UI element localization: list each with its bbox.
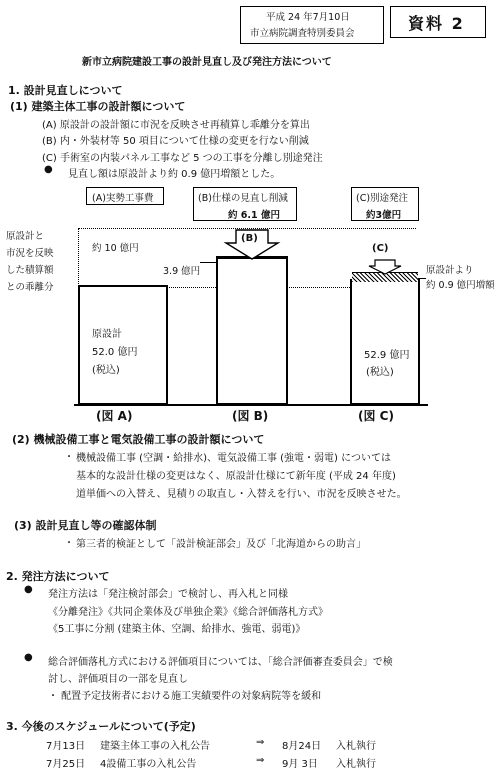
section2-b2: 総合評価落札方式における評価項目については、「総合評価審査委員会」で検 [48,657,393,668]
sub1-item-b: (B) 内・外装材等 50 項目について仕様の変更を行ない削減 [42,136,309,147]
right-note-2: 約 0.9 億円増額 [426,280,495,291]
left-note-4: との乖離分 [6,282,54,293]
col-b-label1: (B)仕様の見直し削減 [198,193,288,204]
col-b-label2: 約 6.1 億円 [228,210,280,221]
section2-b1-l3: 《5工事に分割 (建築主体、空調、給排水、強電、弱電)》 [48,624,306,635]
schedule-row-2-item2: 入札執行 [336,759,376,770]
sub2-line2: 基本的な設計仕様の変更はなく、原設計仕様にて新年度 (平成 24 年度) [76,471,396,482]
section2-heading: 2. 発注方法について [6,570,110,583]
schedule-row-1-item2: 入札執行 [336,741,376,752]
sub3-dot: ・ [64,538,74,549]
gap-tick-line [200,262,216,263]
schedule-row-2-item: 4設備工事の入札公告 [100,759,197,770]
schedule-row-2-date: 7月25日 [46,759,86,770]
bullet-icon: ● [44,164,53,175]
left-note-1: 原設計と [6,231,45,242]
figure-baseline [74,404,428,406]
section1-heading: 1. 設計見直しについて [8,84,123,97]
header-committee: 市立病院調査特別委員会 [250,28,355,39]
bar-b [216,256,288,405]
schedule-row-1-date: 7月13日 [46,741,86,752]
bar-a-line1: 原設計 [92,329,122,340]
sub2-line1: 機械設備工事 (空調・給排水)、電気設備工事 (強電・弱電) については [76,453,391,464]
left-note-3: した積算額 [6,265,54,276]
sub1-item-c: (C) 手術室の内装パネル工事など 5 つの工事を分離し別途発注 [42,153,323,164]
bar-b-marker: (B) [241,233,258,244]
bar-a-line3: (税込) [92,365,120,376]
col-c-label1: (C)別途発注 [356,193,409,204]
bar-c-line2: (税込) [366,367,394,378]
col-a-label: (A)実勢工事費 [92,193,154,204]
col-c-label2: 約3億円 [366,210,402,221]
section2-bullet2-icon: ● [24,652,33,663]
sub3-heading: (3) 設計見直し等の確認体制 [14,519,157,532]
left-note-2: 市況を反映 [6,248,54,259]
fig-b-label: (図 B) [232,409,269,423]
schedule-row-1-arrow: ⇒ [256,737,265,748]
section2-b2-l2: 討し、評価項目の一部を見直し [48,674,188,685]
doc-title: 新市立病院建設工事の設計見直し及び発注方法について [82,57,332,68]
right-note-1: 原設計より [426,265,474,276]
schedule-row-2-arrow: ⇒ [256,755,265,766]
bar-c [350,279,420,405]
section2-b1: 発注方法は「発注検討部会」で検討し、再入札と同様 [48,589,288,600]
bar-a-line2: 52.0 億円 [92,347,138,358]
sub2-heading: (2) 機械設備工事と電気設備工事の設計額について [12,433,265,446]
fig-c-label: (図 C) [358,409,394,423]
section2-b1-l2: 《分離発注》《共同企業体及び単独企業》《総合評価落札方式》 [48,607,328,618]
down-arrow-c-icon [363,259,407,275]
sub2-line3: 道単価への入替え、見積りの取直し・入替えを行い、市況を反映させた。 [76,489,407,500]
section2-bullet1-icon: ● [24,584,33,595]
right-note-line [418,278,426,279]
fig-a-label: (図 A) [96,409,133,423]
bar-a-gap: 約 10 億円 [92,243,139,254]
header-date: 平成 24 年7月10日 [266,12,350,23]
schedule-row-2-date2: 9月 3日 [282,759,318,770]
section3-heading: 3. 今後のスケジュールについて(予定) [6,720,196,733]
sub1-bullet: 見直し額は原設計より約 0.9 億円増額とした。 [68,169,281,180]
section2-b2-l3: ・ 配置予定技術者における施工実績要件の対象病院等を緩和 [48,691,322,702]
badge-label: 資料 2 [408,14,465,33]
sub1-item-a: (A) 原設計の設計額に市況を反映させ再積算し乖離分を算出 [42,120,310,131]
sub3-line: 第三者的検証として「設計検証部会」及び「北海道からの助言」 [76,539,366,550]
bar-b-gap: 3.9 億円 [163,266,201,277]
schedule-row-1-date2: 8月24日 [282,741,322,752]
bar-c-marker: (C) [372,243,389,254]
schedule-row-1-item: 建築主体工事の入札公告 [100,741,210,752]
sub1-heading: (1) 建築主体工事の設計額について [10,100,186,113]
sub2-dot: ・ [64,452,74,463]
bar-c-line1: 52.9 億円 [364,350,410,361]
